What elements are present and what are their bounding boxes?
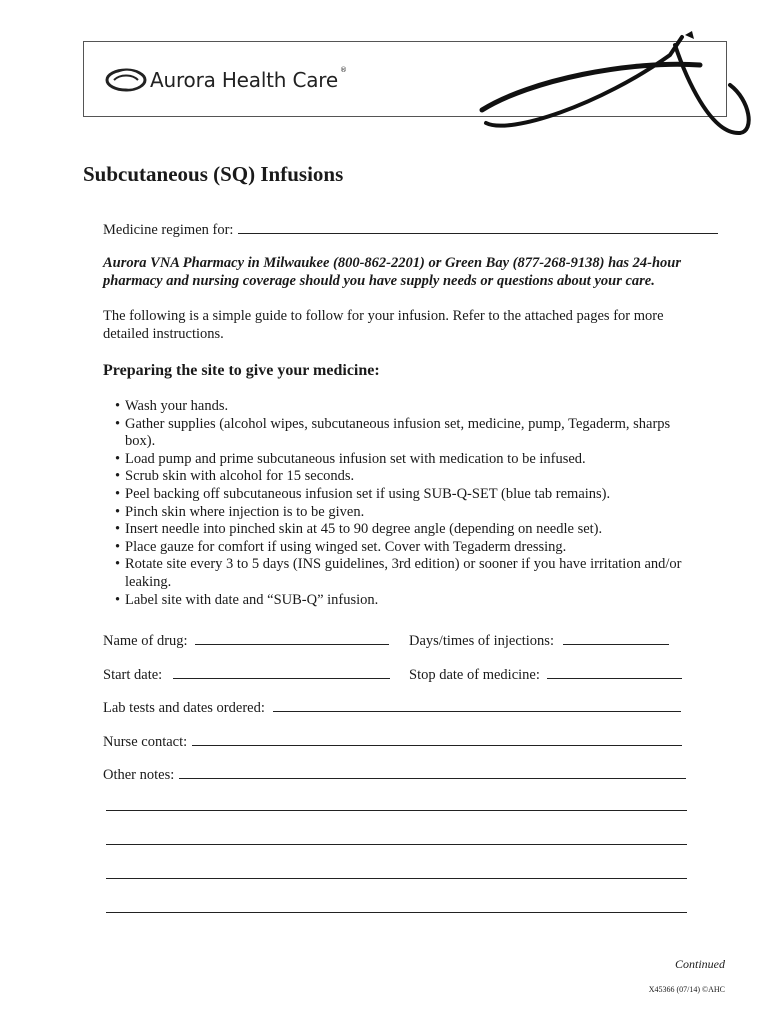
list-item: • Load pump and prime subcutaneous infusion set with medication to be infused. [115,450,586,467]
nurse-contact-field[interactable] [192,731,682,746]
other-notes-label: Other notes: [103,767,175,783]
steps-list [103,398,683,609]
list-item: • Label site with date and “SUB-Q” infusion. [115,591,379,608]
stop-date-row [409,664,682,684]
drug-name-field[interactable] [195,630,389,645]
nurse-contact-label: Nurse contact: [103,734,188,750]
regimen-field[interactable] [238,219,718,234]
notes-line[interactable] [106,912,687,913]
regimen-label: Medicine regimen for: [103,222,234,238]
days-times-label: Days/times of injections: [409,633,554,649]
lab-tests-field[interactable] [273,697,681,712]
list-item: • Scrub skin with alcohol for 15 seconds. [115,468,355,485]
pharmacy-notice: Aurora VNA Pharmacy in Milwaukee (800-862-2201) or Green Bay (877-268-9138) has 24-hour pharmacy and nursing coverage should you have supply needs or questions about your care. [103,255,682,289]
other-notes-row [103,764,686,784]
lab-tests-row [103,697,681,717]
start-date-field[interactable] [173,664,390,679]
list-item: • Insert needle into pinched skin at 45 to 90 degree angle (depending on needle set). [115,521,603,538]
stop-date-field[interactable] [547,664,682,679]
days-times-row [409,630,669,650]
other-notes-field[interactable] [179,764,686,779]
list-item: • Pinch skin where injection is to be given. [115,503,365,520]
section-heading: Preparing the site to give your medicine: [103,362,380,379]
page-title: Subcutaneous (SQ) Infusions [83,162,344,186]
list-item: • Peel backing off subcutaneous infusion set if using SUB-Q-SET (blue tab remains). [115,485,611,502]
nurse-contact-row [103,731,682,751]
lab-tests-label: Lab tests and dates ordered: [103,700,265,716]
aurora-a-swoosh-icon [470,25,770,145]
continued-label: Continued [675,957,725,971]
intro-text: The following is a simple guide to follow for your infusion. Refer to the attached pages for more detailed instructions. [103,308,664,342]
notes-line[interactable] [106,844,687,845]
drug-name-row [103,630,389,650]
notes-line[interactable] [106,810,687,811]
list-item: • Gather supplies (alcohol wipes, subcutaneous infusion set, medicine, pump, Tegaderm, sharps box). [115,415,671,450]
drug-name-label: Name of drug: [103,633,188,649]
regimen-row [103,219,718,239]
aurora-swirl-icon [104,65,148,95]
list-item: • Rotate site every 3 to 5 days (INS guidelines, 3rd edition) or sooner if you have irritation and/or leaking. [115,556,682,590]
start-date-label: Start date: [103,667,163,683]
form-code: X45366 (07/14) ©AHC [648,985,725,994]
list-item: • Place gauze for comfort if using winged set. Cover with Tegaderm dressing. [115,538,567,555]
notes-line[interactable] [106,878,687,879]
start-date-row [103,664,390,684]
days-times-field[interactable] [563,630,669,645]
aurora-logo [104,60,347,100]
stop-date-label: Stop date of medicine: [409,667,540,683]
list-item: • Wash your hands. [115,398,229,414]
logo-text: Aurora Health Care ® [150,66,347,92]
